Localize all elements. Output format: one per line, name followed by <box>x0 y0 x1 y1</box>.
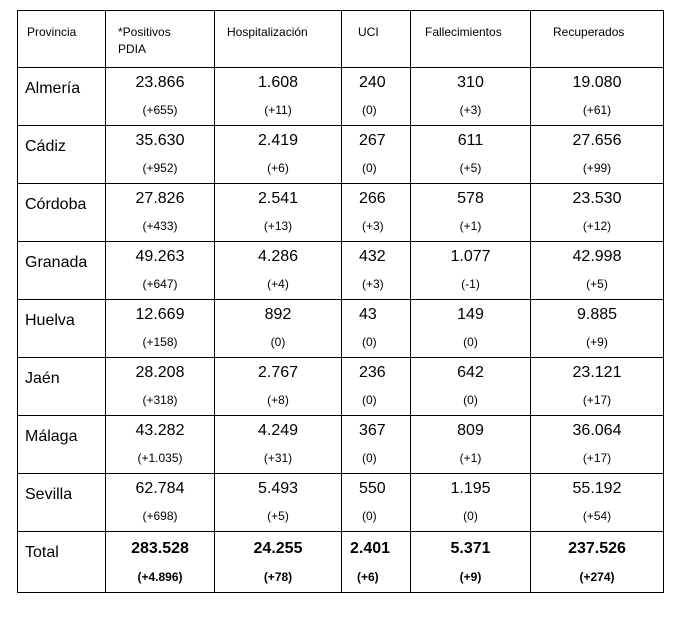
hospitalizacion-value: 4.249 <box>257 422 299 439</box>
recuperados-value: 237.526 <box>568 540 626 557</box>
uci-delta: (0) <box>362 393 377 407</box>
hospitalizacion-cell <box>215 532 342 593</box>
hospitalizacion-delta: (0) <box>270 335 286 349</box>
recuperados-value: 19.080 <box>572 74 622 91</box>
header-row <box>18 11 664 68</box>
positivos-delta: (+158) <box>142 335 178 349</box>
uci-value: 2.401 <box>350 540 391 557</box>
hospitalizacion-value: 892 <box>264 306 292 323</box>
recuperados-cell <box>531 300 664 358</box>
fallecimientos-cell <box>411 126 531 184</box>
positivos-delta: (+4.896) <box>137 570 183 584</box>
uci-value: 367 <box>359 422 386 439</box>
recuperados-delta: (+274) <box>579 570 615 584</box>
provincia-cell <box>18 126 106 184</box>
positivos-delta: (+655) <box>142 103 178 117</box>
recuperados-delta: (+99) <box>582 161 612 175</box>
recuperados-cell <box>531 474 664 532</box>
uci-cell <box>342 184 411 242</box>
positivos-value: 283.528 <box>131 540 189 557</box>
header-recuperados: Recuperados <box>531 11 664 68</box>
hospitalizacion-cell <box>215 242 342 300</box>
fallecimientos-value: 809 <box>457 422 484 439</box>
recuperados-cell <box>531 126 664 184</box>
fallecimientos-value: 578 <box>457 190 484 207</box>
positivos-delta: (+433) <box>142 219 178 233</box>
provincia-cell <box>18 416 106 474</box>
positivos-delta: (+647) <box>142 277 178 291</box>
recuperados-delta: (+54) <box>582 509 612 523</box>
recuperados-cell <box>531 242 664 300</box>
positivos-value: 49.263 <box>135 248 185 265</box>
hospitalizacion-cell <box>215 300 342 358</box>
recuperados-value: 9.885 <box>576 306 618 323</box>
table-row <box>18 184 664 242</box>
positivos-value: 12.669 <box>135 306 185 323</box>
fallecimientos-cell <box>411 242 531 300</box>
positivos-cell <box>106 416 215 474</box>
fallecimientos-cell <box>411 68 531 126</box>
fallecimientos-delta: (+3) <box>459 103 482 117</box>
recuperados-value: 27.656 <box>572 132 622 149</box>
provincia-name: Huelva <box>25 312 75 329</box>
uci-delta: (0) <box>362 161 377 175</box>
header-positivos: *Positivos PDIA <box>106 11 215 68</box>
fallecimientos-delta: (-1) <box>461 277 480 291</box>
hospitalizacion-value: 2.419 <box>257 132 299 149</box>
uci-cell <box>342 474 411 532</box>
uci-cell <box>342 68 411 126</box>
uci-cell <box>342 358 411 416</box>
provincia-name: Cádiz <box>25 138 66 155</box>
header-hospitalizacion: Hospitalización <box>215 11 342 68</box>
provincia-name: Total <box>25 544 59 561</box>
provincia-name: Almería <box>25 80 81 97</box>
positivos-cell <box>106 358 215 416</box>
fallecimientos-cell <box>411 532 531 593</box>
positivos-cell <box>106 532 215 593</box>
fallecimientos-delta: (+1) <box>459 451 482 465</box>
recuperados-cell <box>531 532 664 593</box>
hospitalizacion-value: 2.767 <box>257 364 299 381</box>
fallecimientos-value: 1.195 <box>450 480 491 497</box>
provincia-cell <box>18 242 106 300</box>
table-row <box>18 242 664 300</box>
table-row <box>18 474 664 532</box>
uci-delta: (0) <box>362 335 377 349</box>
hospitalizacion-value: 5.493 <box>257 480 299 497</box>
uci-value: 236 <box>359 364 386 381</box>
provincia-name: Granada <box>25 254 88 271</box>
uci-value: 550 <box>359 480 386 497</box>
positivos-cell <box>106 300 215 358</box>
uci-value: 240 <box>359 74 386 91</box>
hospitalizacion-delta: (+5) <box>267 509 289 523</box>
hospitalizacion-cell <box>215 68 342 126</box>
fallecimientos-value: 1.077 <box>450 248 491 265</box>
uci-value: 432 <box>359 248 386 265</box>
uci-cell <box>342 126 411 184</box>
recuperados-delta: (+17) <box>582 393 612 407</box>
table-row <box>18 126 664 184</box>
provincia-name: Sevilla <box>25 486 73 503</box>
recuperados-delta: (+5) <box>586 277 608 291</box>
fallecimientos-delta: (+9) <box>459 570 482 584</box>
recuperados-delta: (+61) <box>582 103 612 117</box>
fallecimientos-delta: (0) <box>463 509 478 523</box>
recuperados-value: 42.998 <box>572 248 622 265</box>
fallecimientos-value: 611 <box>457 132 484 149</box>
table-row <box>18 416 664 474</box>
hospitalizacion-delta: (+6) <box>267 161 289 175</box>
uci-delta: (0) <box>362 509 377 523</box>
positivos-cell <box>106 184 215 242</box>
positivos-delta: (+698) <box>142 509 178 523</box>
fallecimientos-value: 149 <box>457 306 484 323</box>
recuperados-cell <box>531 416 664 474</box>
provincia-cell <box>18 184 106 242</box>
positivos-value: 35.630 <box>135 132 185 149</box>
positivos-cell <box>106 68 215 126</box>
hospitalizacion-cell <box>215 184 342 242</box>
fallecimientos-value: 310 <box>457 74 484 91</box>
provincia-cell <box>18 300 106 358</box>
fallecimientos-cell <box>411 416 531 474</box>
hospitalizacion-value: 24.255 <box>253 540 303 557</box>
recuperados-delta: (+12) <box>582 219 612 233</box>
hospitalizacion-value: 1.608 <box>257 74 299 91</box>
positivos-value: 43.282 <box>135 422 185 439</box>
uci-value: 266 <box>359 190 386 207</box>
provincia-cell <box>18 474 106 532</box>
total-row <box>18 532 664 593</box>
recuperados-cell <box>531 68 664 126</box>
uci-delta: (+3) <box>362 277 384 291</box>
hospitalizacion-delta: (+11) <box>264 103 292 117</box>
header-provincia: Provincia <box>18 11 106 68</box>
header-fallecimientos: Fallecimientos <box>411 11 531 68</box>
uci-delta: (0) <box>362 103 377 117</box>
hospitalizacion-delta: (+31) <box>263 451 293 465</box>
positivos-delta: (+952) <box>142 161 178 175</box>
provincia-name: Málaga <box>25 428 78 445</box>
provincia-cell <box>18 358 106 416</box>
recuperados-cell <box>531 358 664 416</box>
uci-delta: (+3) <box>362 219 384 233</box>
recuperados-value: 55.192 <box>572 480 622 497</box>
provincia-cell <box>18 532 106 593</box>
hospitalizacion-cell <box>215 126 342 184</box>
recuperados-delta: (+17) <box>582 451 612 465</box>
fallecimientos-cell <box>411 300 531 358</box>
hospitalizacion-cell <box>215 474 342 532</box>
hospitalizacion-value: 2.541 <box>257 190 299 207</box>
uci-delta: (+6) <box>357 570 379 584</box>
fallecimientos-value: 5.371 <box>450 540 491 557</box>
table-row <box>18 300 664 358</box>
fallecimientos-delta: (0) <box>463 393 478 407</box>
recuperados-cell <box>531 184 664 242</box>
provincia-name: Jaén <box>25 370 60 387</box>
table-row <box>18 358 664 416</box>
table-row <box>18 68 664 126</box>
uci-value: 43 <box>359 306 377 323</box>
positivos-value: 27.826 <box>135 190 185 207</box>
recuperados-value: 23.121 <box>572 364 622 381</box>
fallecimientos-delta: (+1) <box>459 219 482 233</box>
recuperados-value: 36.064 <box>572 422 622 439</box>
uci-cell <box>342 532 411 593</box>
positivos-value: 28.208 <box>135 364 185 381</box>
hospitalizacion-value: 4.286 <box>257 248 299 265</box>
hospitalizacion-delta: (+13) <box>263 219 293 233</box>
fallecimientos-cell <box>411 358 531 416</box>
recuperados-value: 23.530 <box>572 190 622 207</box>
uci-value: 267 <box>359 132 386 149</box>
hospitalizacion-cell <box>215 358 342 416</box>
covid-andalucia-table <box>17 10 664 593</box>
fallecimientos-cell <box>411 474 531 532</box>
hospitalizacion-delta: (+4) <box>267 277 289 291</box>
positivos-value: 23.866 <box>135 74 185 91</box>
positivos-cell <box>106 474 215 532</box>
uci-cell <box>342 416 411 474</box>
fallecimientos-delta: (+5) <box>459 161 482 175</box>
fallecimientos-delta: (0) <box>463 335 478 349</box>
fallecimientos-cell <box>411 184 531 242</box>
recuperados-delta: (+9) <box>586 335 608 349</box>
provincia-name: Córdoba <box>25 196 87 213</box>
uci-cell <box>342 300 411 358</box>
positivos-cell <box>106 126 215 184</box>
uci-cell <box>342 242 411 300</box>
header-uci: UCI <box>342 11 411 68</box>
fallecimientos-value: 642 <box>457 364 484 381</box>
uci-delta: (0) <box>362 451 377 465</box>
positivos-cell <box>106 242 215 300</box>
provincia-cell <box>18 68 106 126</box>
positivos-delta: (+318) <box>142 393 178 407</box>
positivos-delta: (+1.035) <box>137 451 183 465</box>
hospitalizacion-cell <box>215 416 342 474</box>
hospitalizacion-delta: (+8) <box>267 393 289 407</box>
positivos-value: 62.784 <box>135 480 185 497</box>
hospitalizacion-delta: (+78) <box>263 570 293 584</box>
